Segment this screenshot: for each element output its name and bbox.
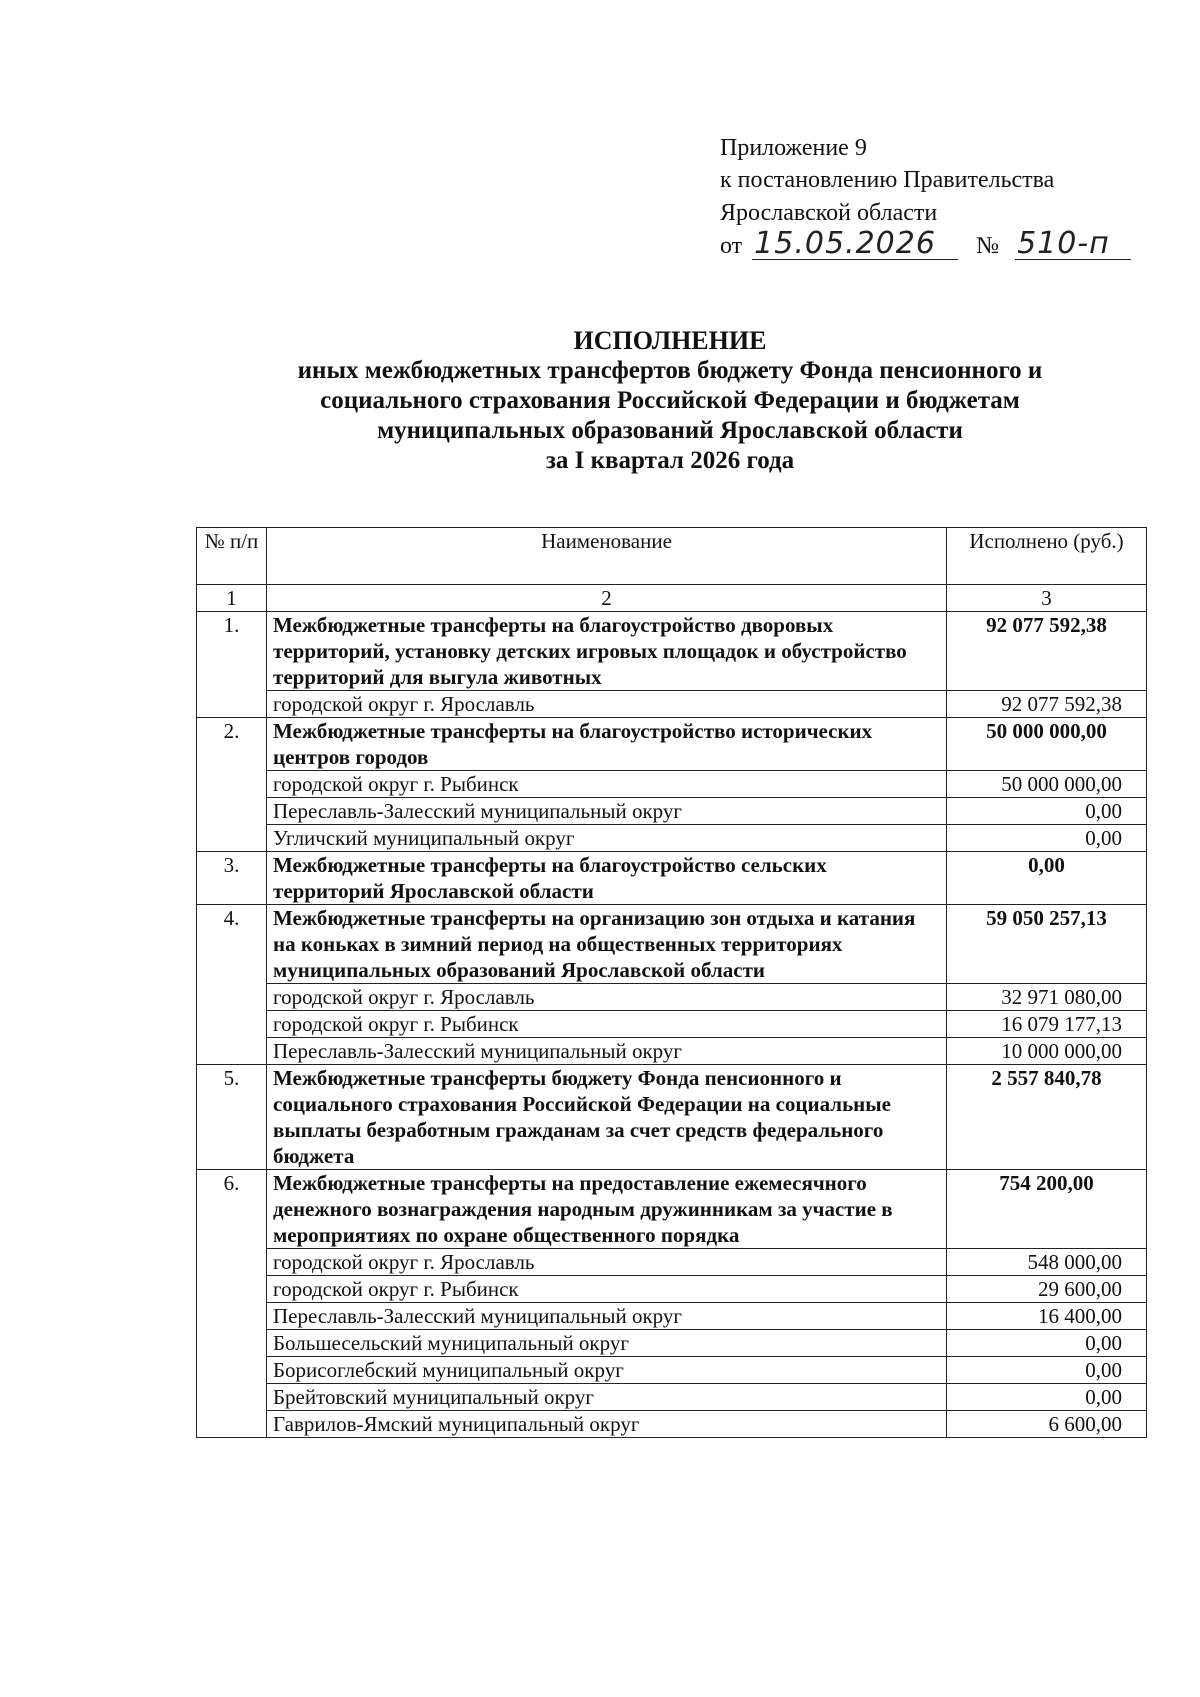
recipient-value: 6 600,00 (947, 1411, 1147, 1438)
recipient-value: 16 400,00 (947, 1303, 1147, 1330)
header-num: № п/п (197, 528, 267, 585)
appendix-date-line (720, 226, 1131, 262)
recipient-value: 29 600,00 (947, 1276, 1147, 1303)
number-label: № (976, 233, 1000, 260)
table-row (197, 1038, 1147, 1065)
recipient-value: 92 077 592,38 (947, 691, 1147, 718)
handwritten-date: 15.05.2026 (752, 229, 958, 260)
appendix-line-3: Ярославской области (720, 199, 938, 226)
table-row (197, 798, 1147, 825)
table-row (197, 1384, 1147, 1411)
recipient-name: городской округ г. Ярославль (267, 1249, 947, 1276)
from-label: от (720, 233, 743, 260)
section-name: Межбюджетные трансферты бюджету Фонда пенсионного и социального страхования Российской Федерации на социальные выплаты безработным гражданам за счет средств федерального бюджета (267, 1065, 947, 1170)
recipient-value: 0,00 (947, 1384, 1147, 1411)
recipient-name: Борисоглебский муниципальный округ (267, 1357, 947, 1384)
recipient-name: городской округ г. Рыбинск (267, 771, 947, 798)
section-name: Межбюджетные трансферты на организацию зон отдыха и катания на коньках в зимний период на общественных территориях муниципальных образований Ярославской области (267, 905, 947, 984)
appendix-line-1: Приложение 9 (720, 135, 867, 161)
section-name: Межбюджетные трансферты на благоустройство сельских территорий Ярославской области (267, 852, 947, 905)
title-line-2: социального страхования Российской Федерации и бюджетам (320, 387, 1020, 414)
section-name: Межбюджетные трансферты на благоустройство дворовых территорий, установку детских игровых площадок и обустройство территорий для выгула животных (267, 612, 947, 691)
table-row (197, 1011, 1147, 1038)
section-number: 2. (197, 718, 267, 852)
section-name: Межбюджетные трансферты на благоустройство исторических центров городов (267, 718, 947, 771)
table-row (197, 984, 1147, 1011)
section-number: 1. (197, 612, 267, 718)
col-number-2: 2 (267, 585, 947, 612)
section-number: 3. (197, 852, 267, 905)
recipient-name: городской округ г. Ярославль (267, 984, 947, 1011)
execution-table (196, 527, 1147, 1438)
section-total: 50 000 000,00 (947, 718, 1147, 771)
recipient-value: 10 000 000,00 (947, 1038, 1147, 1065)
section-total: 2 557 840,78 (947, 1065, 1147, 1170)
recipient-name: городской округ г. Рыбинск (267, 1276, 947, 1303)
section-number: 4. (197, 905, 267, 1065)
recipient-value: 0,00 (947, 798, 1147, 825)
recipient-value: 32 971 080,00 (947, 984, 1147, 1011)
column-numbers-row (197, 585, 1147, 612)
table-row (197, 1276, 1147, 1303)
recipient-name: Переславль-Залесский муниципальный округ (267, 798, 947, 825)
recipient-value: 0,00 (947, 1330, 1147, 1357)
title-line-4: за I квартал 2026 года (545, 447, 795, 474)
col-number-3: 3 (947, 585, 1147, 612)
recipient-value: 0,00 (947, 825, 1147, 852)
section-total: 0,00 (947, 852, 1147, 905)
col-number-1: 1 (197, 585, 267, 612)
section-name: Межбюджетные трансферты на предоставление ежемесячного денежного вознаграждения народным дружинникам за участие в мероприятиях по охране общественного порядка (267, 1170, 947, 1249)
section-number: 5. (197, 1065, 267, 1170)
table-row (197, 771, 1147, 798)
header-value: Исполнено (руб.) (947, 528, 1147, 585)
table-row (197, 1357, 1147, 1384)
table-row (197, 1411, 1147, 1438)
handwritten-number: 510-п (1015, 229, 1131, 260)
recipient-name: Угличский муниципальный округ (267, 825, 947, 852)
section-row (197, 612, 1147, 691)
section-total: 59 050 257,13 (947, 905, 1147, 984)
recipient-name: городской округ г. Ярославль (267, 691, 947, 718)
table-header-row (197, 528, 1147, 585)
section-total: 754 200,00 (947, 1170, 1147, 1249)
section-total: 92 077 592,38 (947, 612, 1147, 691)
section-row (197, 905, 1147, 984)
recipient-value: 548 000,00 (947, 1249, 1147, 1276)
recipient-name: Переславль-Залесский муниципальный округ (267, 1303, 947, 1330)
document-title (230, 326, 1110, 476)
appendix-line-2: к постановлению Правительства (720, 167, 1055, 194)
table-row (197, 825, 1147, 852)
section-row (197, 1170, 1147, 1249)
recipient-name: Большесельский муниципальный округ (267, 1330, 947, 1357)
table-row (197, 691, 1147, 718)
recipient-name: городской округ г. Рыбинск (267, 1011, 947, 1038)
section-row (197, 718, 1147, 771)
section-row (197, 852, 1147, 905)
title-line-1: иных межбюджетных трансфертов бюджету Фонда пенсионного и (297, 357, 1043, 384)
table-row (197, 1303, 1147, 1330)
appendix-block (720, 132, 1131, 263)
recipient-name: Брейтовский муниципальный округ (267, 1384, 947, 1411)
section-row (197, 1065, 1147, 1170)
recipient-name: Переславль-Залесский муниципальный округ (267, 1038, 947, 1065)
table-row (197, 1249, 1147, 1276)
recipient-value: 50 000 000,00 (947, 771, 1147, 798)
section-number: 6. (197, 1170, 267, 1438)
table-row (197, 1330, 1147, 1357)
header-name: Наименование (267, 528, 947, 585)
recipient-name: Гаврилов-Ямский муниципальный округ (267, 1411, 947, 1438)
title-head: ИСПОЛНЕНИЕ (573, 326, 767, 355)
title-line-3: муниципальных образований Ярославской области (377, 417, 963, 444)
recipient-value: 16 079 177,13 (947, 1011, 1147, 1038)
recipient-value: 0,00 (947, 1357, 1147, 1384)
